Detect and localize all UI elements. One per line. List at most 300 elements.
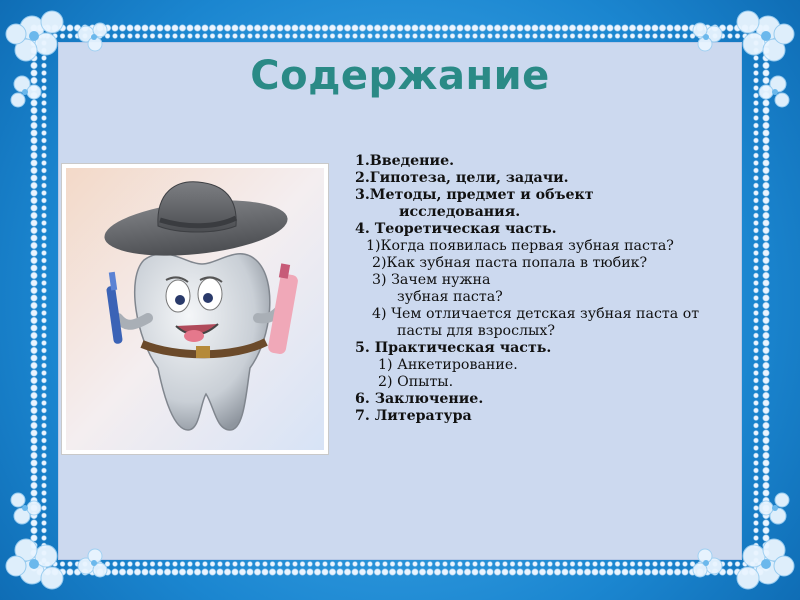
pearl-bead — [615, 562, 620, 567]
pearl-bead — [443, 562, 448, 567]
pearl-bead — [210, 34, 215, 39]
pearl-bead — [338, 562, 343, 567]
toc-item: 1)Когда появилась первая зубная паста? — [366, 238, 674, 254]
pearl-bead — [404, 569, 410, 575]
pearl-bead — [31, 295, 37, 301]
pearl-bead — [763, 130, 769, 136]
pearl-bead — [42, 281, 47, 286]
pearl-bead — [31, 175, 37, 181]
pearl-bead — [464, 569, 470, 575]
pearl-bead — [164, 25, 170, 31]
pearl-bead — [42, 183, 47, 188]
pearl-bead — [577, 569, 583, 575]
pearl-bead — [42, 446, 47, 451]
pearl-bead — [569, 569, 575, 575]
illustration-frame — [62, 164, 328, 454]
pearl-bead — [472, 569, 478, 575]
pearl-bead — [165, 34, 170, 39]
pearl-bead — [353, 562, 358, 567]
pearl-bead — [518, 562, 523, 567]
pearl-bead — [569, 25, 575, 31]
pearl-bead — [525, 562, 530, 567]
pearl-bead — [42, 296, 47, 301]
pearl-bead — [42, 408, 47, 413]
pearl-bead — [31, 130, 37, 136]
pearl-bead — [31, 227, 37, 233]
pearl-bead — [622, 569, 628, 575]
pearl-bead — [248, 34, 253, 39]
pearl-bead — [367, 569, 373, 575]
pearl-bead — [540, 562, 545, 567]
pearl-bead — [495, 562, 500, 567]
pearl-bead — [494, 25, 500, 31]
pearl-bead — [42, 236, 47, 241]
pearl-bead — [308, 562, 313, 567]
pearl-bead — [299, 569, 305, 575]
pearl-bead — [285, 562, 290, 567]
pearl-bead — [42, 288, 47, 293]
pearl-bead — [554, 25, 560, 31]
pearl-bead — [434, 569, 440, 575]
pearl-bead — [637, 569, 643, 575]
pearl-bead — [31, 205, 37, 211]
pearl-bead — [555, 562, 560, 567]
pearl-bead — [42, 198, 47, 203]
pearl-bead — [405, 562, 410, 567]
pearl-bead — [353, 34, 358, 39]
pearl-bead — [375, 562, 380, 567]
pearl-bead — [473, 34, 478, 39]
pearl-bead — [224, 569, 230, 575]
toc-item: 3.Методы, предмет и объект — [355, 187, 594, 203]
pearl-bead — [247, 569, 253, 575]
pearl-bead — [31, 145, 37, 151]
pearl-bead — [42, 453, 47, 458]
pearl-bead — [754, 438, 759, 443]
pearl-bead — [315, 562, 320, 567]
pearl-bead — [307, 25, 313, 31]
pearl-bead — [300, 34, 305, 39]
pearl-bead — [584, 569, 590, 575]
pearl-bead — [479, 569, 485, 575]
pearl-bead — [233, 34, 238, 39]
pearl-bead — [578, 562, 583, 567]
pearl-bead — [225, 34, 230, 39]
corner-flower-icon — [650, 470, 800, 600]
pearl-bead — [42, 423, 47, 428]
toc-item: зубная паста? — [397, 289, 503, 305]
pearl-bead — [239, 25, 245, 31]
pearl-bead — [428, 34, 433, 39]
pearl-bead — [247, 25, 253, 31]
pearl-bead — [262, 25, 268, 31]
pearl-bead — [502, 25, 508, 31]
pearl-bead — [31, 137, 37, 143]
pearl-bead — [42, 176, 47, 181]
toc-item: 2.Гипотеза, цели, задачи. — [355, 170, 569, 186]
pearl-bead — [158, 562, 163, 567]
pearl-bead — [592, 569, 598, 575]
pearl-bead — [763, 137, 769, 143]
pearl-bead — [31, 347, 37, 353]
pearl-bead — [548, 562, 553, 567]
pearl-bead — [592, 25, 598, 31]
toc-item: пасты для взрослых? — [397, 323, 555, 339]
pearl-bead — [622, 25, 628, 31]
pearl-bead — [31, 355, 37, 361]
pearl-bead — [232, 569, 238, 575]
pearl-bead — [218, 34, 223, 39]
pearl-bead — [277, 25, 283, 31]
pearl-bead — [31, 250, 37, 256]
pearl-bead — [480, 34, 485, 39]
pearl-bead — [240, 34, 245, 39]
pearl-bead — [494, 569, 500, 575]
toc-item: 7. Литература — [355, 408, 472, 424]
pearl-bead — [42, 168, 47, 173]
pearl-bead — [608, 562, 613, 567]
toc-item: 4. Теоретическая часть. — [355, 221, 557, 237]
pearl-bead — [269, 569, 275, 575]
pearl-bead — [31, 167, 37, 173]
pearl-bead — [42, 138, 47, 143]
pearl-bead — [31, 212, 37, 218]
pearl-bead — [42, 363, 47, 368]
pearl-bead — [623, 562, 628, 567]
pearl-bead — [188, 34, 193, 39]
pearl-bead — [31, 422, 37, 428]
pearl-bead — [262, 569, 268, 575]
pearl-bead — [31, 257, 37, 263]
corner-flower-icon — [0, 470, 150, 600]
pearl-bead — [630, 34, 635, 39]
pearl-bead — [427, 25, 433, 31]
pearl-bead — [42, 393, 47, 398]
pearl-bead — [338, 34, 343, 39]
pearl-bead — [31, 197, 37, 203]
toc-item: исследования. — [399, 204, 521, 220]
pearl-bead — [31, 445, 37, 451]
pearl-bead — [754, 453, 759, 458]
pearl-bead — [614, 569, 620, 575]
pearl-bead — [224, 25, 230, 31]
pearl-bead — [270, 562, 275, 567]
illustration — [66, 168, 324, 450]
pearl-bead — [359, 569, 365, 575]
pearl-bead — [329, 25, 335, 31]
pearl-bead — [397, 25, 403, 31]
pearl-bead — [203, 34, 208, 39]
toc-item: 2) Опыты. — [378, 374, 454, 390]
pearl-bead — [443, 34, 448, 39]
pearl-bead — [187, 25, 193, 31]
pearl-bead — [450, 34, 455, 39]
pearl-bead — [532, 569, 538, 575]
pearl-bead — [31, 310, 37, 316]
pearl-bead — [547, 569, 553, 575]
pearl-bead — [322, 25, 328, 31]
pearl-bead — [42, 461, 47, 466]
pearl-bead — [404, 25, 410, 31]
pearl-bead — [510, 562, 515, 567]
pearl-bead — [562, 25, 568, 31]
pearl-bead — [165, 562, 170, 567]
pearl-bead — [360, 34, 365, 39]
pearl-bead — [240, 562, 245, 567]
pearl-bead — [314, 569, 320, 575]
pearl-bead — [360, 562, 365, 567]
pearl-bead — [427, 569, 433, 575]
pearl-bead — [278, 34, 283, 39]
pearl-bead — [285, 34, 290, 39]
pearl-bead — [263, 562, 268, 567]
pearl-bead — [255, 562, 260, 567]
pearl-bead — [42, 243, 47, 248]
pearl-bead — [42, 341, 47, 346]
pearl-bead — [42, 153, 47, 158]
slide-title: Содержание — [250, 53, 550, 99]
pearl-bead — [383, 34, 388, 39]
pearl-bead — [479, 25, 485, 31]
pearl-bead — [42, 213, 47, 218]
pearl-bead — [637, 25, 643, 31]
pearl-bead — [630, 562, 635, 567]
pearl-bead — [42, 431, 47, 436]
pearl-bead — [502, 569, 508, 575]
pearl-bead — [42, 146, 47, 151]
pearl-bead — [375, 34, 380, 39]
pearl-bead — [31, 220, 37, 226]
pearl-bead — [42, 273, 47, 278]
pearl-bead — [209, 25, 215, 31]
pearl-bead — [323, 34, 328, 39]
toc-item: 4) Чем отличается детская зубная паста от — [372, 306, 700, 322]
pearl-bead — [563, 34, 568, 39]
pearl-bead — [503, 562, 508, 567]
pearl-bead — [284, 25, 290, 31]
pearl-bead — [345, 562, 350, 567]
pearl-bead — [209, 569, 215, 575]
pearl-bead — [525, 34, 530, 39]
pearl-bead — [31, 242, 37, 248]
pearl-bead — [599, 25, 605, 31]
pearl-bead — [42, 258, 47, 263]
pearl-bead — [509, 569, 515, 575]
pearl-bead — [754, 461, 759, 466]
pearl-bead — [413, 34, 418, 39]
pearl-bead — [173, 562, 178, 567]
pearl-bead — [533, 562, 538, 567]
pearl-bead — [465, 34, 470, 39]
pearl-bead — [31, 182, 37, 188]
pearl-bead — [42, 438, 47, 443]
pearl-bead — [754, 446, 759, 451]
pearl-bead — [412, 25, 418, 31]
pearl-bead — [203, 562, 208, 567]
toc-item: 5. Практическая часть. — [355, 340, 552, 356]
pearl-bead — [754, 146, 759, 151]
table-of-contents — [355, 153, 785, 425]
pearl-bead — [607, 569, 613, 575]
pearl-bead — [517, 569, 523, 575]
pearl-bead — [449, 569, 455, 575]
pearl-bead — [42, 386, 47, 391]
pearl-bead — [255, 34, 260, 39]
pearl-bead — [217, 569, 223, 575]
pearl-bead — [473, 562, 478, 567]
pearl-bead — [420, 562, 425, 567]
pearl-bead — [31, 370, 37, 376]
pearl-bead — [195, 562, 200, 567]
pearl-bead — [284, 569, 290, 575]
pearl-bead — [42, 326, 47, 331]
pearl-bead — [412, 569, 418, 575]
pearl-bead — [419, 569, 425, 575]
pearl-bead — [458, 34, 463, 39]
pearl-bead — [42, 378, 47, 383]
pearl-bead — [763, 430, 769, 436]
pearl-bead — [503, 34, 508, 39]
pearl-bead — [480, 562, 485, 567]
pearl-bead — [374, 569, 380, 575]
pearl-bead — [254, 25, 260, 31]
pearl-bead — [584, 25, 590, 31]
pearl-bead — [31, 325, 37, 331]
pearl-bead — [31, 280, 37, 286]
pearl-bead — [472, 25, 478, 31]
pearl-bead — [187, 569, 193, 575]
pearl-bead — [31, 460, 37, 466]
pearl-bead — [31, 272, 37, 278]
pearl-bead — [344, 569, 350, 575]
pearl-bead — [194, 569, 200, 575]
pearl-bead — [270, 34, 275, 39]
pearl-bead — [293, 562, 298, 567]
pearl-bead — [435, 562, 440, 567]
pearl-bead — [277, 569, 283, 575]
pearl-bead — [42, 191, 47, 196]
pearl-bead — [638, 34, 643, 39]
pearl-bead — [329, 569, 335, 575]
pearl-bead — [435, 34, 440, 39]
pearl-bead — [31, 392, 37, 398]
pearl-bead — [457, 569, 463, 575]
pearl-bead — [428, 562, 433, 567]
pearl-bead — [31, 415, 37, 421]
pearl-bead — [314, 25, 320, 31]
pearl-bead — [638, 562, 643, 567]
pearl-bead — [173, 34, 178, 39]
pearl-bead — [368, 34, 373, 39]
pearl-bead — [585, 34, 590, 39]
pearl-bead — [31, 377, 37, 383]
pearl-bead — [232, 25, 238, 31]
pearl-bead — [31, 362, 37, 368]
pearl-bead — [31, 152, 37, 158]
pearl-bead — [42, 161, 47, 166]
pearl-bead — [562, 569, 568, 575]
pearl-bead — [315, 34, 320, 39]
pearl-bead — [517, 25, 523, 31]
pearl-bead — [42, 318, 47, 323]
pearl-bead — [31, 265, 37, 271]
pearl-bead — [42, 311, 47, 316]
pearl-bead — [330, 34, 335, 39]
pearl-bead — [31, 287, 37, 293]
toc-item: 1) Анкетирование. — [378, 357, 518, 373]
pearl-bead — [763, 445, 769, 451]
pearl-bead — [405, 34, 410, 39]
pearl-bead — [359, 25, 365, 31]
pearl-bead — [585, 562, 590, 567]
pearl-bead — [300, 562, 305, 567]
pearl-bead — [337, 25, 343, 31]
pearl-bead — [202, 569, 208, 575]
pearl-bead — [293, 34, 298, 39]
pearl-bead — [754, 138, 759, 143]
pearl-bead — [31, 407, 37, 413]
pearl-bead — [308, 34, 313, 39]
pearl-bead — [248, 562, 253, 567]
pearl-bead — [390, 34, 395, 39]
pearl-bead — [464, 25, 470, 31]
pearl-bead — [299, 25, 305, 31]
pearl-bead — [352, 25, 358, 31]
pearl-bead — [532, 25, 538, 31]
pearl-bead — [31, 235, 37, 241]
pearl-bead — [239, 569, 245, 575]
pearl-bead — [263, 34, 268, 39]
pearl-bead — [42, 333, 47, 338]
pearl-bead — [398, 562, 403, 567]
pearl-bead — [599, 569, 605, 575]
pearl-bead — [434, 25, 440, 31]
pearl-bead — [509, 25, 515, 31]
pearl-bead — [42, 221, 47, 226]
pearl-bead — [457, 25, 463, 31]
pearl-bead — [458, 562, 463, 567]
pearl-bead — [150, 562, 155, 567]
pearl-bead — [442, 569, 448, 575]
pearl-bead — [413, 562, 418, 567]
pearl-bead — [337, 569, 343, 575]
pearl-bead — [524, 25, 530, 31]
pearl-bead — [754, 431, 759, 436]
pearl-bead — [367, 25, 373, 31]
pearl-bead — [42, 303, 47, 308]
pearl-bead — [217, 25, 223, 31]
pearl-bead — [389, 569, 395, 575]
pearl-bead — [382, 25, 388, 31]
pearl-bead — [158, 34, 163, 39]
pearl-bead — [540, 34, 545, 39]
pearl-bead — [548, 34, 553, 39]
pearl-bead — [307, 569, 313, 575]
pearl-bead — [188, 562, 193, 567]
pearl-bead — [593, 562, 598, 567]
pearl-bead — [763, 460, 769, 466]
pearl-bead — [600, 34, 605, 39]
pearl-bead — [539, 569, 545, 575]
pearl-bead — [397, 569, 403, 575]
pearl-bead — [157, 569, 163, 575]
pearl-bead — [554, 569, 560, 575]
pearl-bead — [345, 34, 350, 39]
pearl-bead — [763, 145, 769, 151]
pearl-bead — [42, 416, 47, 421]
pearl-bead — [533, 34, 538, 39]
pearl-bead — [487, 25, 493, 31]
